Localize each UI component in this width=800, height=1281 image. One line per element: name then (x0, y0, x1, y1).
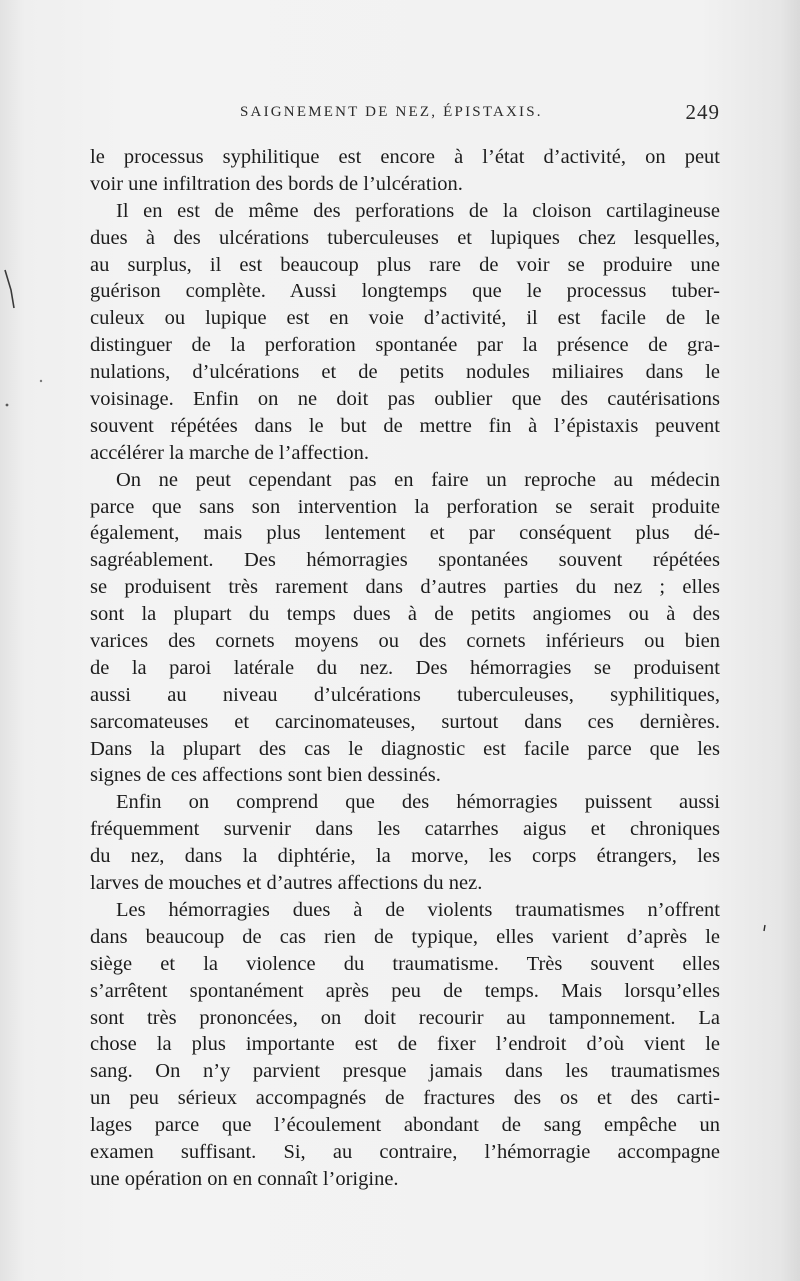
text-line: s’arrêtent spontanément après peu de temps. Mais lorsqu’elles (90, 979, 720, 1002)
text-line: dues à des ulcérations tuberculeuses et lupiques chez lesquelles, (90, 226, 720, 249)
text-line: On ne peut cependant pas en faire un reproche au médecin (116, 468, 720, 491)
text-line: examen suffisant. Si, au contraire, l’hémorragie accompagne (90, 1140, 720, 1163)
text-line: Il en est de même des perforations de la cloison cartilagineuse (116, 199, 720, 222)
text-line: sont très prononcées, on doit recourir au tamponnement. La (90, 1006, 720, 1029)
margin-dot (762, 924, 768, 932)
text-line: du nez, dans la diphtérie, la morve, les corps étrangers, les (90, 845, 720, 868)
text-line: lages parce que l’écoulement abondant de sang empêche un (90, 1114, 720, 1137)
text-line: culeux ou lupique est en voie d’activité, il est facile de le (90, 307, 720, 330)
text-line: larves de mouches et d’autres affections du nez. (90, 872, 483, 895)
margin-dot (4, 402, 10, 408)
text-line: siège et la violence du traumatisme. Très souvent elles (90, 952, 720, 975)
text-line: accélérer la marche de l’affection. (90, 441, 370, 464)
text-line: Les hémorragies dues à de violents traumatismes n’offrent (116, 898, 720, 921)
text-line: Dans la plupart des cas le diagnostic est facile parce que les (90, 737, 720, 760)
text-line: souvent répétées dans le but de mettre fin à l’épistaxis peuvent (90, 414, 720, 437)
margin-dot (38, 378, 44, 384)
text-line: parce que sans son intervention la perforation se serait produite (90, 495, 720, 518)
page-number: 249 (685, 100, 720, 124)
text-line: sont la plupart du temps dues à de petits angiomes ou à des (90, 603, 720, 626)
text-line: le processus syphilitique est encore à l’état d’activité, on peut (90, 146, 720, 168)
text-line: aussi au niveau d’ulcérations tuberculeuses, syphilitiques, (90, 683, 720, 706)
body-text (90, 144, 720, 1193)
text-line: Enfin on comprend que des hémorragies puissent aussi (116, 791, 720, 814)
text-line: un peu sérieux accompagnés de fractures des os et des carti- (90, 1087, 720, 1110)
text-line: signes de ces affections sont bien dessinés. (90, 764, 441, 787)
text-line: guérison complète. Aussi longtemps que le processus tuber- (90, 280, 720, 303)
text-line: également, mais plus lentement et par conséquent plus dé- (90, 522, 720, 545)
running-title: SAIGNEMENT DE NEZ, ÉPISTAXIS. (240, 104, 543, 120)
left-margin-mark (2, 268, 16, 312)
text-line: voisinage. Enfin on ne doit pas oublier que des cautérisations (90, 388, 720, 411)
text-line: chose la plus importante est de fixer l’endroit d’où vient le (90, 1033, 720, 1056)
text-line: au surplus, il est beaucoup plus rare de voir se produire une (90, 253, 720, 276)
text-line: fréquemment survenir dans les catarrhes aigus et chroniques (90, 818, 720, 841)
text-line: dans beaucoup de cas rien de typique, elles varient d’après le (90, 925, 720, 948)
text-line: sagréablement. Des hémorragies spontanées souvent répétées (90, 549, 720, 572)
text-line: sarcomateuses et carcinomateuses, surtout dans ces dernières. (90, 710, 720, 733)
text-line: sang. On n’y parvient presque jamais dans les traumatismes (90, 1060, 720, 1083)
text-line: varices des cornets moyens ou des cornets inférieurs ou bien (90, 630, 720, 653)
text-line: se produisent très rarement dans d’autres parties du nez ; elles (90, 576, 720, 599)
text-line: une opération on en connaît l’origine. (90, 1167, 399, 1190)
text-line: voir une infiltration des bords de l’ulcération. (90, 172, 463, 195)
text-line: distinguer de la perforation spontanée par la présence de gra- (90, 334, 720, 357)
running-header (90, 100, 720, 130)
text-line: de la paroi latérale du nez. Des hémorragies se produisent (90, 656, 720, 679)
text-line: nulations, d’ulcérations et de petits nodules miliaires dans le (90, 361, 720, 384)
